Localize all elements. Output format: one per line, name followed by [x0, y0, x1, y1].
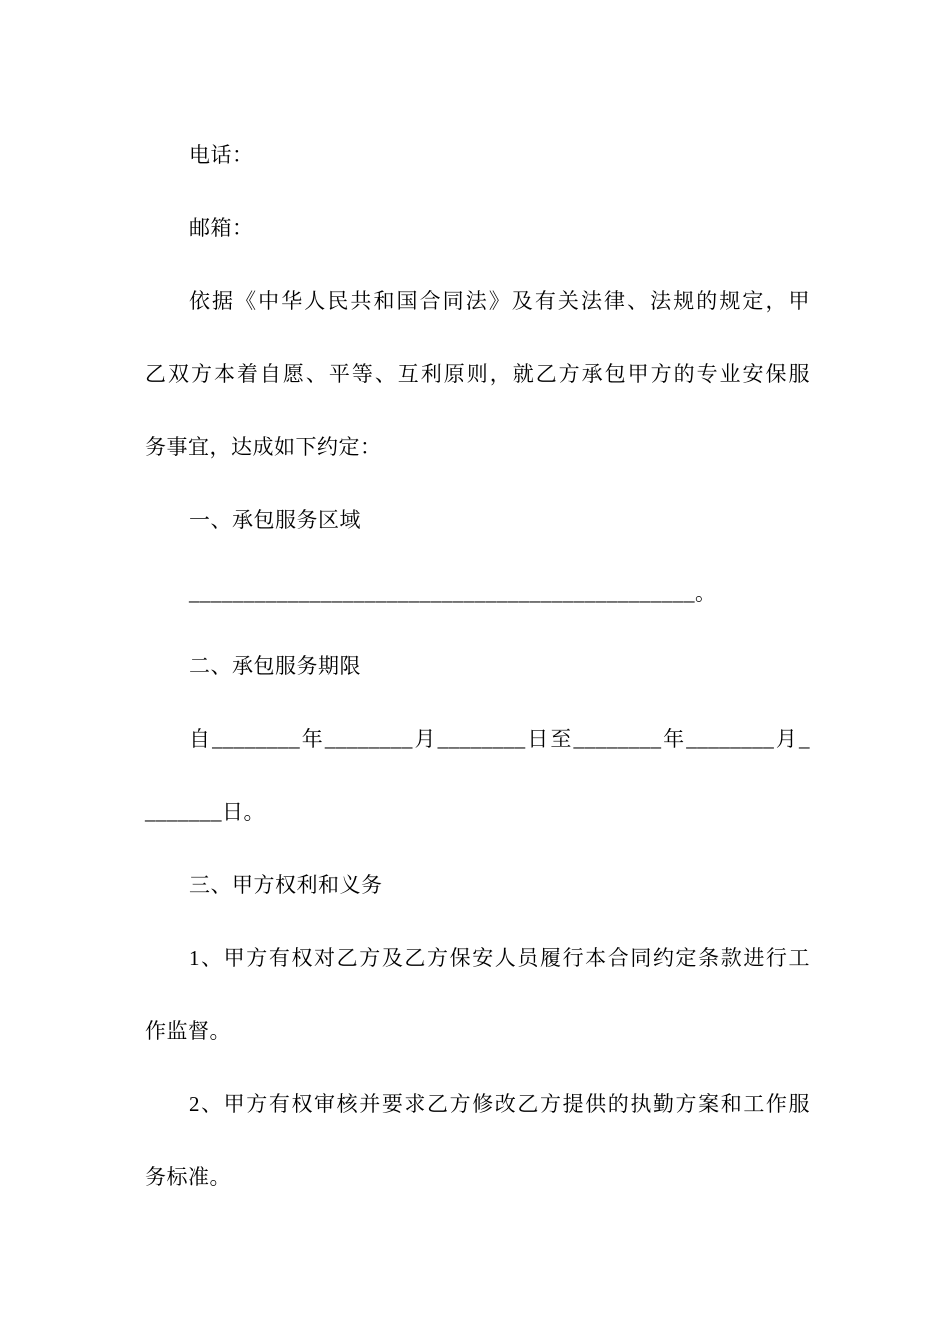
document-line: 乙双方本着自愿、平等、互利原则，就乙方承包甲方的专业安保服 [145, 362, 810, 386]
document-line: 邮箱： [189, 216, 254, 240]
document-line: 作监督。 [145, 1019, 231, 1043]
document-line: 务事宜，达成如下约定： [145, 435, 382, 459]
document-line: 三、甲方权利和义务 [189, 873, 383, 897]
document-line: ______________________________________________。 [189, 581, 717, 605]
document-line: 2、甲方有权审核并要求乙方修改乙方提供的执勤方案和工作服 [189, 1092, 810, 1116]
document-line: _______日。 [145, 800, 265, 824]
document-line: 一、承包服务区域 [189, 508, 361, 532]
document-line: 二、承包服务期限 [189, 654, 361, 678]
document-line: 1、甲方有权对乙方及乙方保安人员履行本合同约定条款进行工 [189, 946, 810, 970]
document-line: 电话： [189, 143, 254, 167]
document-line: 自________年________月________日至________年________月_ [189, 727, 810, 751]
document-line: 依据《中华人民共和国合同法》及有关法律、法规的规定，甲 [189, 289, 810, 313]
document-body [145, 119, 810, 1214]
document-line: 务标准。 [145, 1165, 231, 1189]
